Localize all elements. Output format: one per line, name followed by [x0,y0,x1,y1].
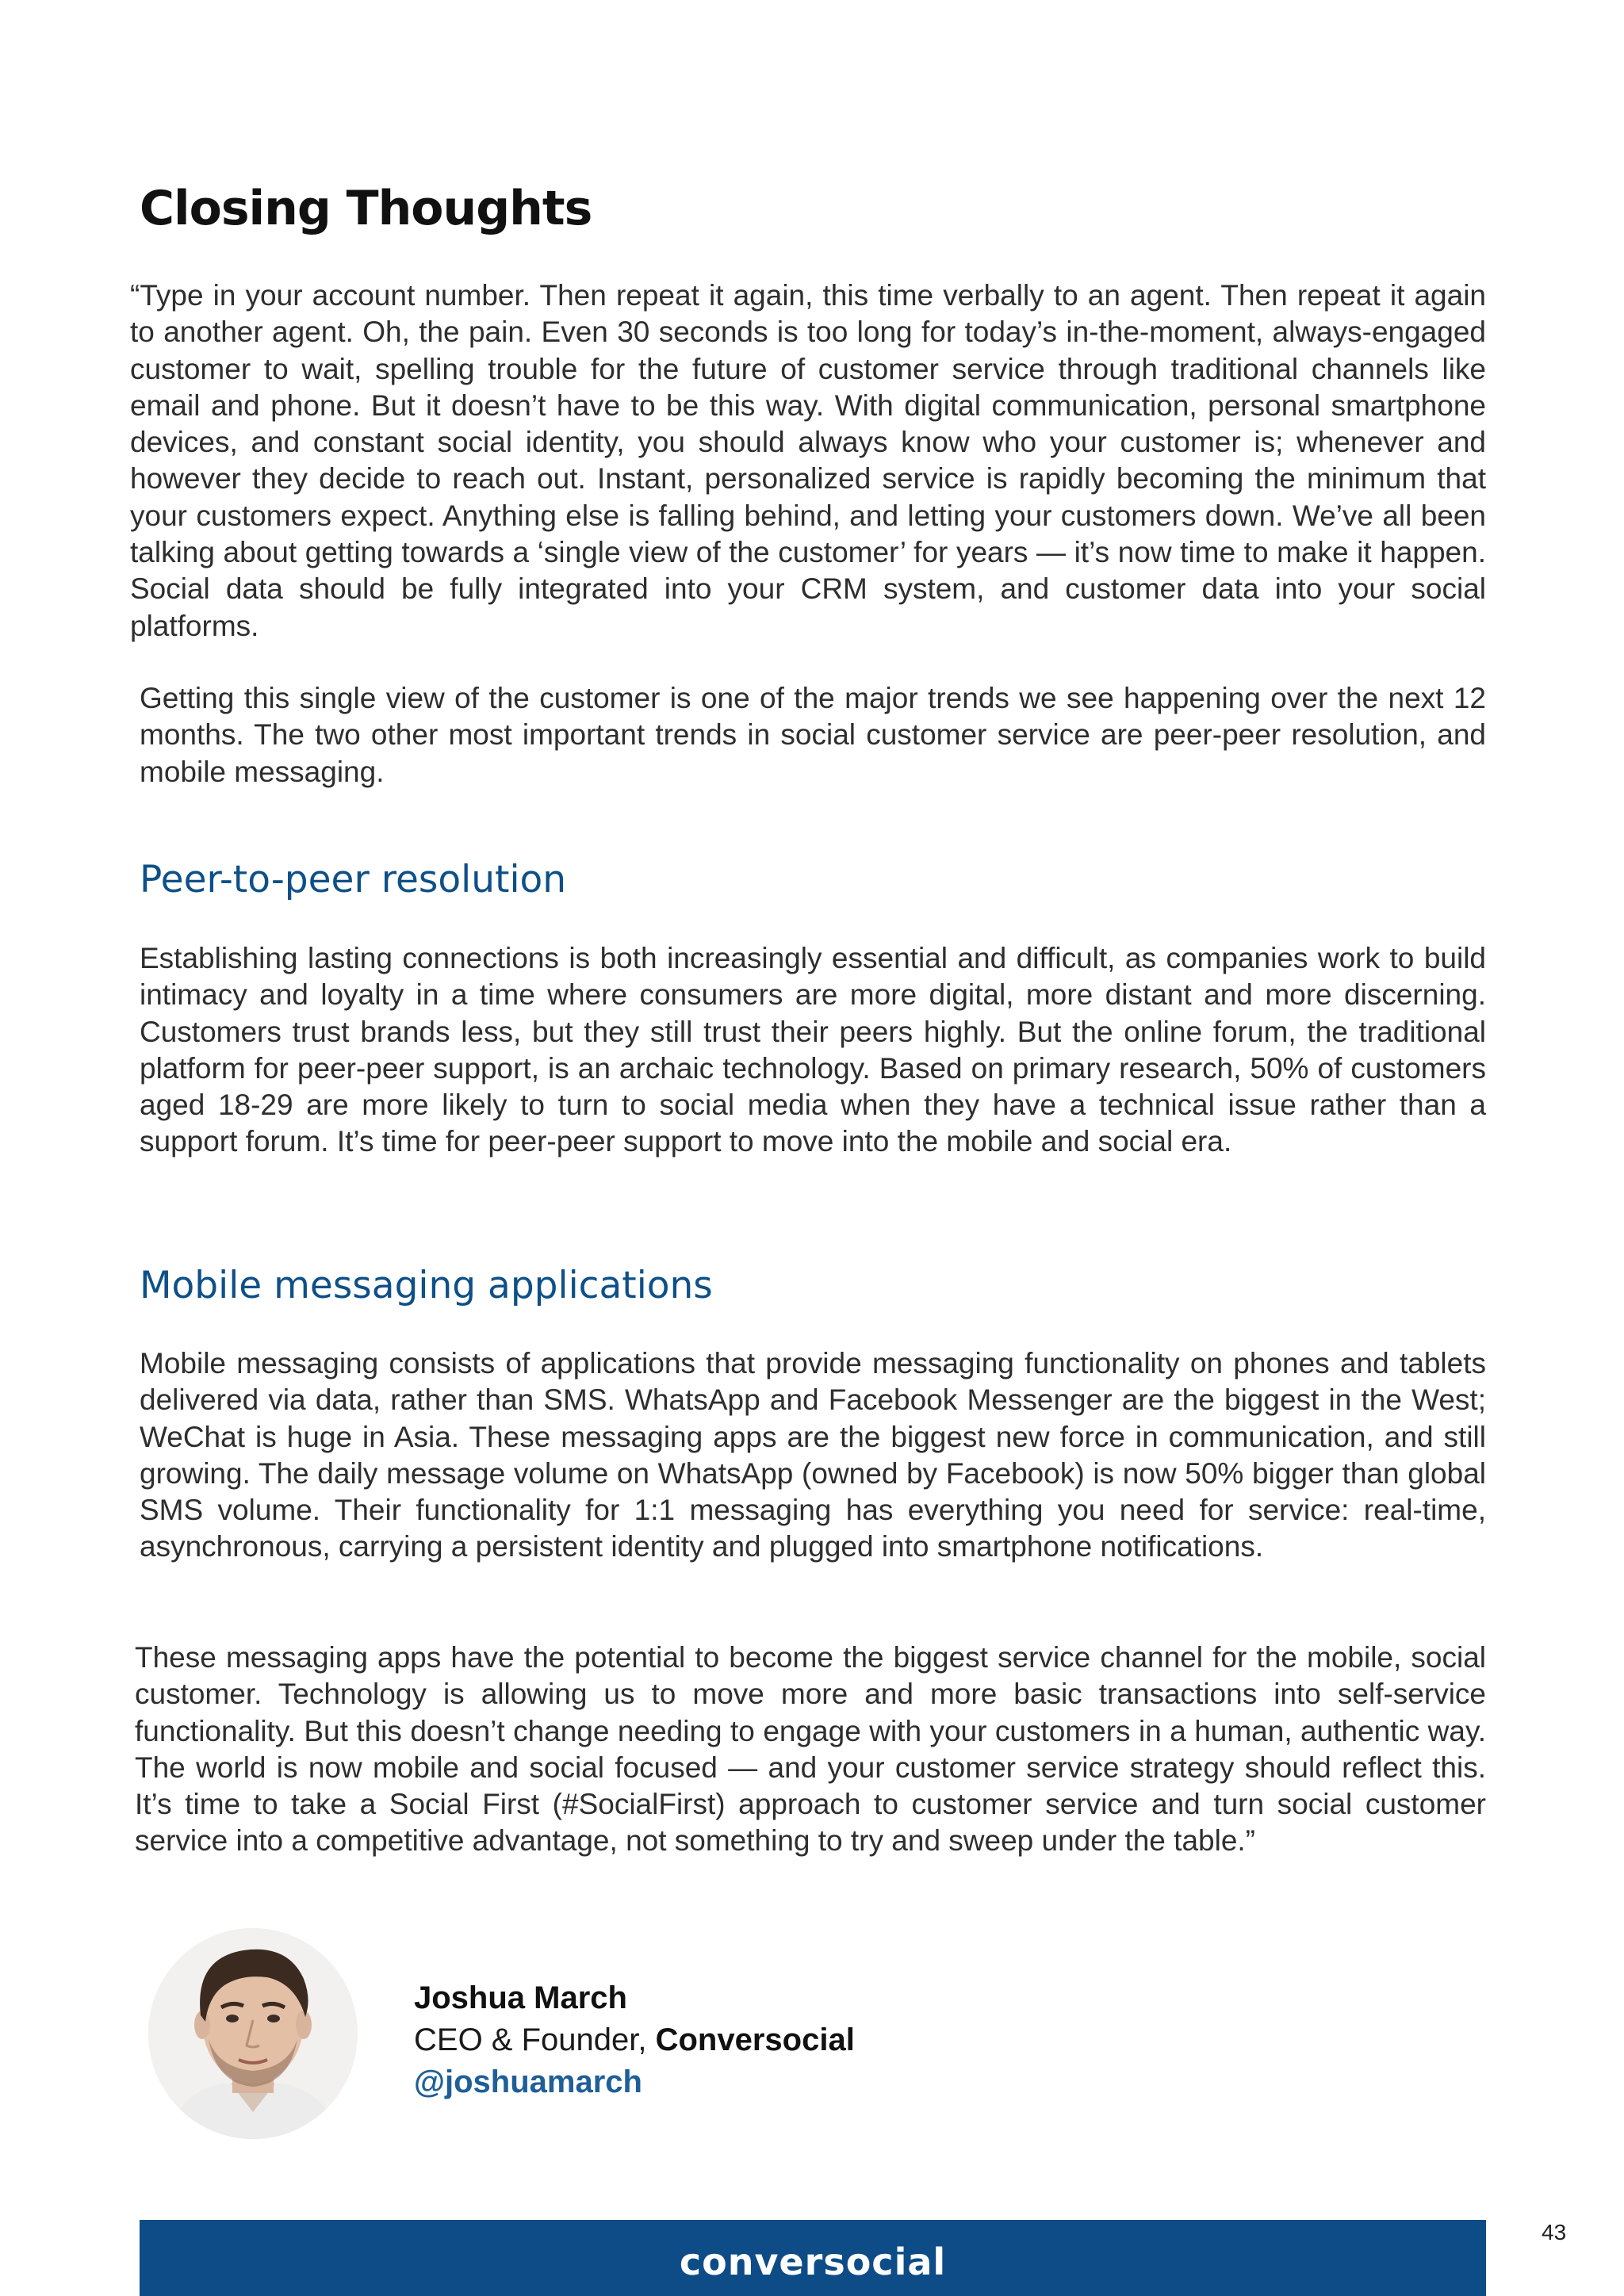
mobile-paragraph-2: These messaging apps have the potential to become the biggest service channel for the mobile, social customer. Technology is allowing us to move more and more basic transactions into self-service functionality. But this doesn’t change needing to engage with your customers in a human, authentic way. The world is now mobile and social focused — and your customer service strategy should reflect this. It’s time to take a Social First (#SocialFirst) approach to customer service and turn social customer service into a competitive advantage, not something to try and sweep under the table.” [135,1641,1486,1858]
author-twitter-handle[interactable]: @joshuamarch [414,2064,642,2099]
author-portrait-icon [148,1928,358,2139]
mobile-paragraph-1: Mobile messaging consists of applications that provide messaging functionality on phones and tablets delivered via data, rather than SMS. WhatsApp and Facebook Messenger are the biggest in the West; WeChat is huge in Asia. These messaging apps are the biggest new force in communication, and still growing. The daily message volume on WhatsApp (owned by Facebook) is now 50% bigger than global SMS volume. Their functionality for 1:1 messaging has everything you need for service: real-time, asynchronous, carrying a persistent identity and plugged into smartphone notifications. [140,1347,1486,1563]
intro-paragraph-2: Getting this single view of the customer is one of the major trends we see happening over the next 12 months. The two other most important trends in social customer service are peer-peer resolution, and mobile messaging. [140,682,1486,788]
conversocial-logo: conversocial [679,2241,947,2283]
author-company: Conversocial [655,2022,855,2057]
page-title: Closing Thoughts [140,181,592,236]
author-role-line [414,2019,855,2061]
footer-bar [140,2220,1486,2296]
section-heading-mobile: Mobile messaging applications [140,1264,713,1307]
author-name: Joshua March [414,1980,627,2015]
section-heading-peer: Peer-to-peer resolution [140,858,567,901]
peer-paragraph: Establishing lasting connections is both increasingly essential and difficult, as companies work to build intimacy and loyalty in a time where consumers are more digital, more distant and more discerning. Customers trust brands less, but they still trust their peers highly. But the online forum, the traditional platform for peer-peer support, is an archaic technology. Based on primary research, 50% of customers aged 18-29 are more likely to turn to social media when they have a technical issue rather than a support forum. It’s time for peer-peer support to move into the mobile and social era. [140,942,1486,1158]
page-number: 43 [1542,2220,1567,2244]
author-role: CEO & Founder, [414,2022,656,2057]
author-credit [414,1977,855,2103]
intro-paragraph-1: “Type in your account number. Then repeat it again, this time verbally to an agent. Then repeat it again to another agent. Oh, the pain. Even 30 seconds is too long for today’s in-the-moment, always-engaged customer to wait, spelling trouble for the future of customer service through traditional channels like email and phone. But it doesn’t have to be this way. With digital communication, personal smartphone devices, and constant social identity, you should always know who your customer is; whenever and however they decide to reach out. Instant, personalized service is rapidly becoming the minimum that your customers expect. Anything else is falling behind, and letting your customers down. We’ve all been talking about getting towards a ‘single view of the customer’ for years — it’s now time to make it happen. Social data should be fully integrated into your CRM system, and customer data into your social platforms. [130,279,1486,642]
author-avatar [148,1928,358,2139]
